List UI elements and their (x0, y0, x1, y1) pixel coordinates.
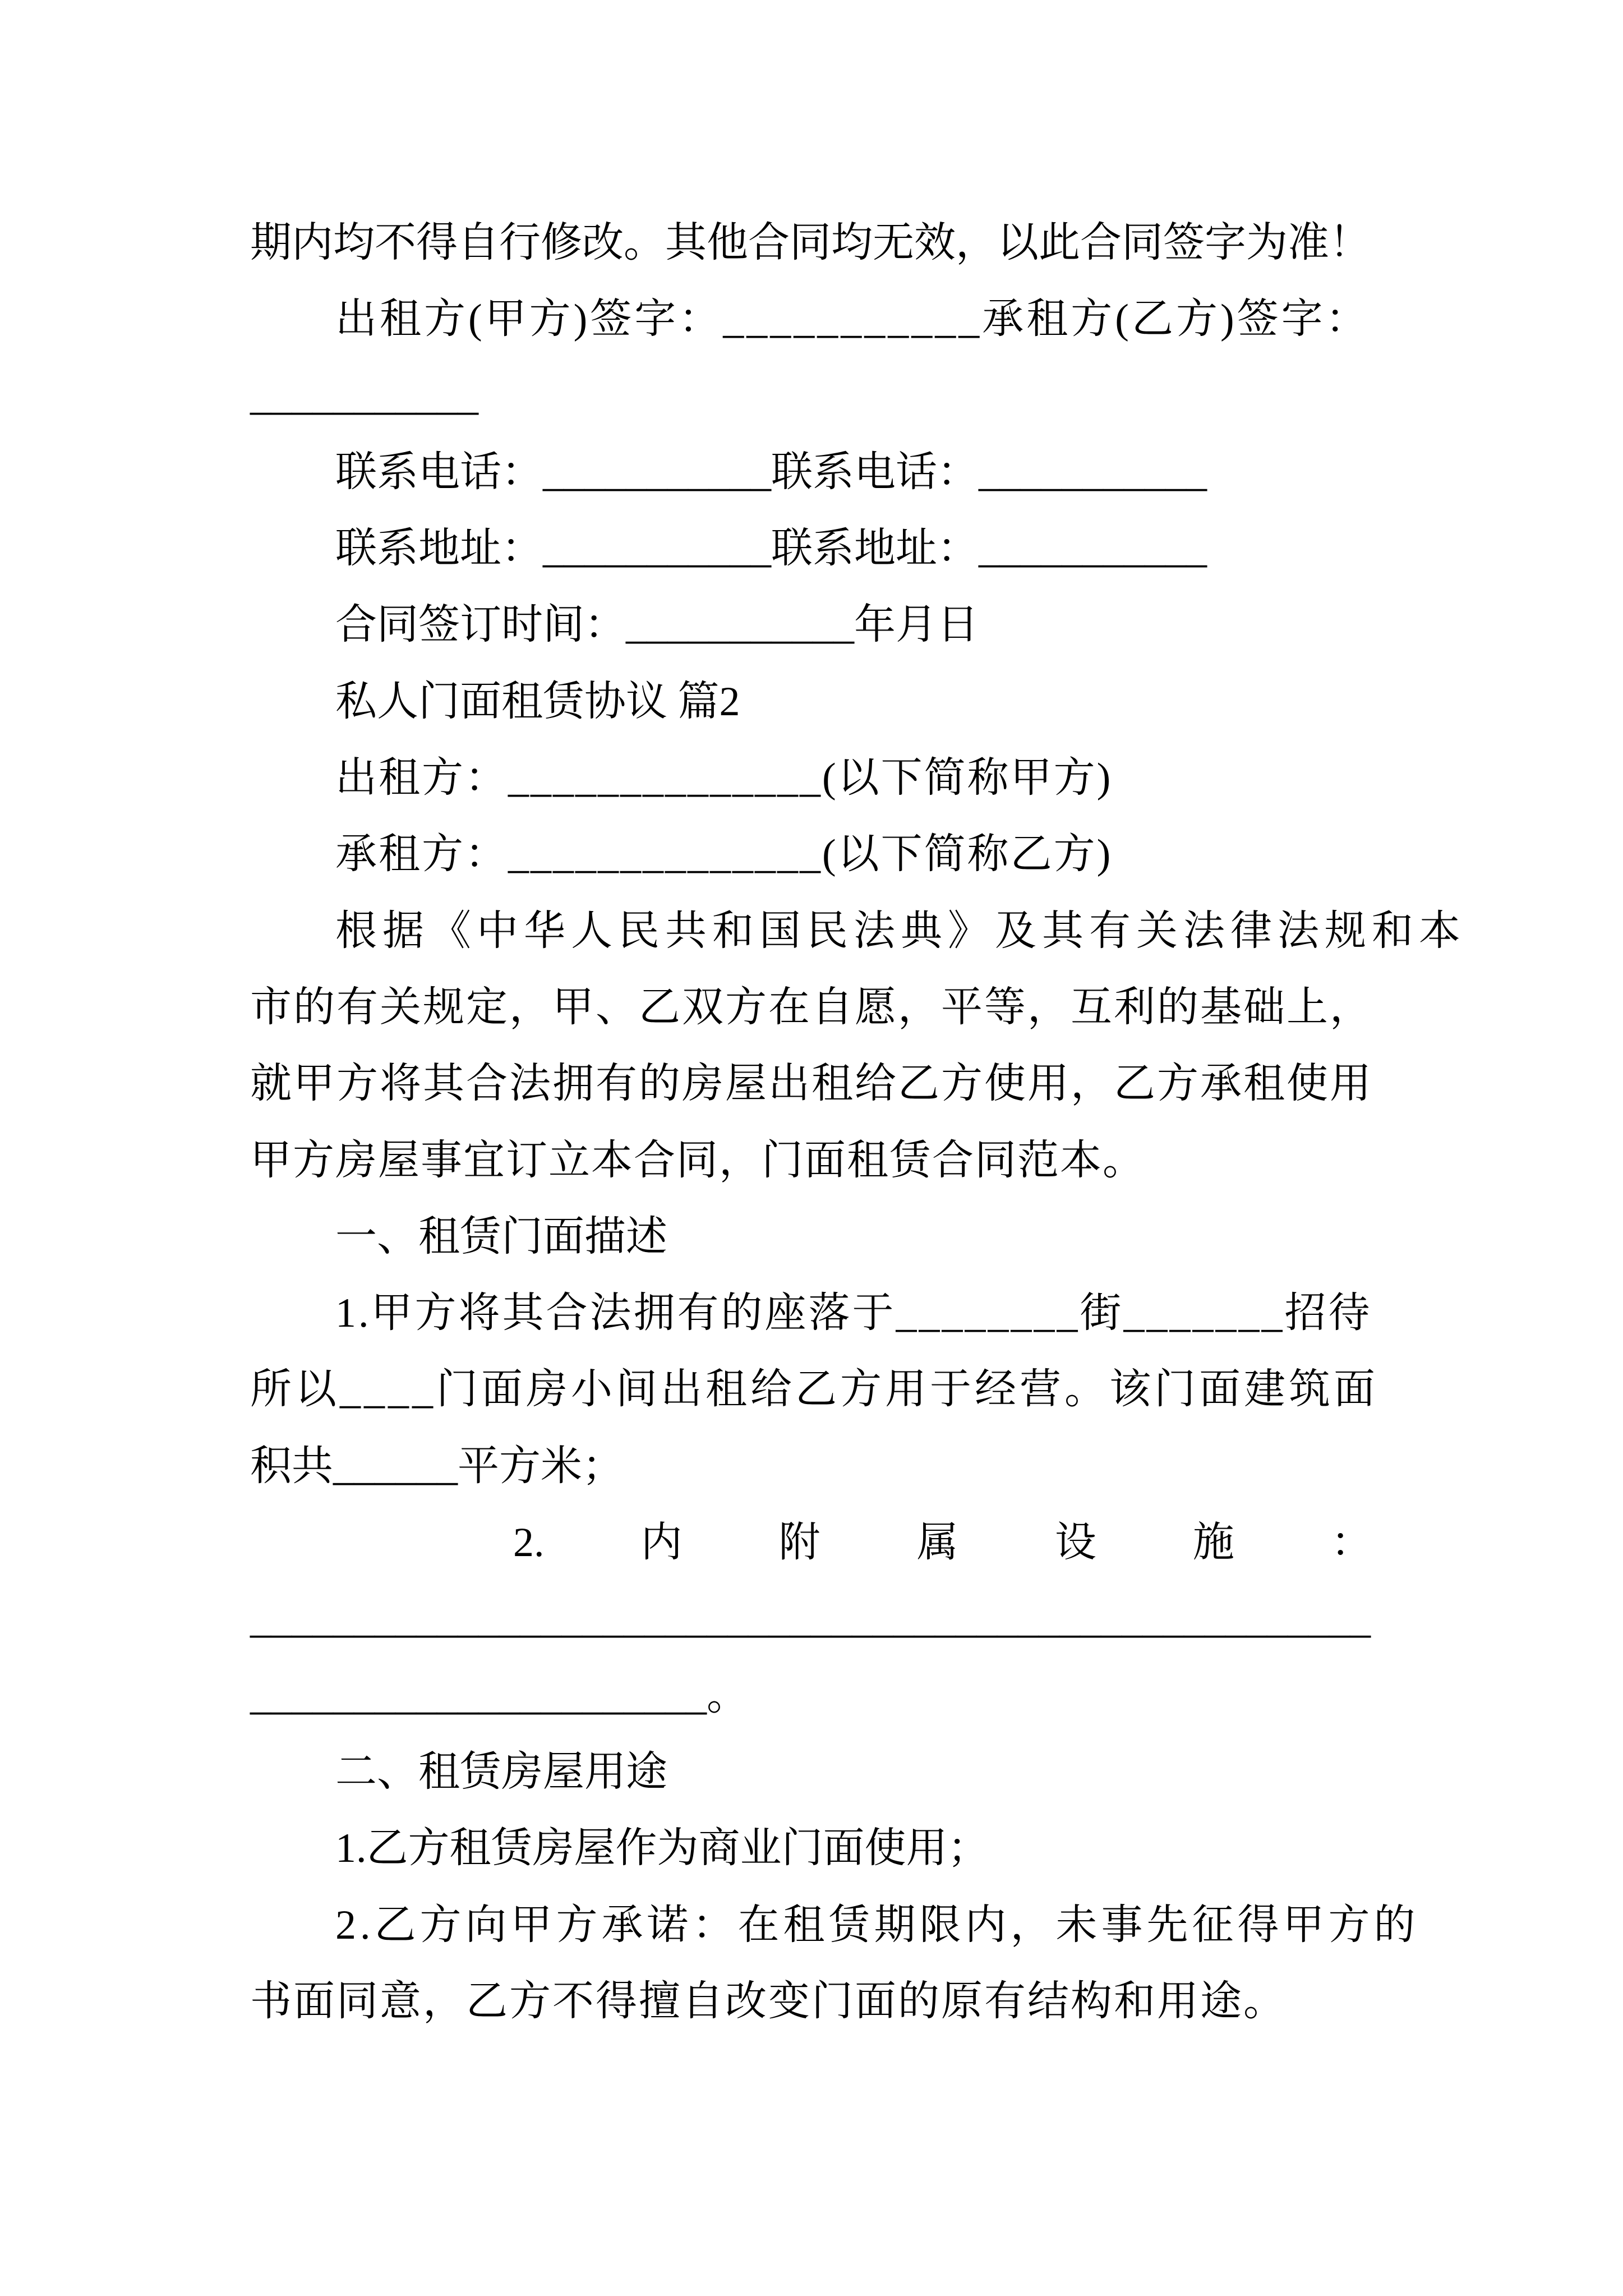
text-segment: 门面房小间出租给乙方用于经营。该门面建筑面 (436, 1366, 1378, 1413)
location-blank: _______ (1123, 1290, 1285, 1337)
lessee-name-blank: ______________ (508, 831, 822, 878)
spread-char: ： (1330, 1520, 1372, 1566)
text-segment: 平方米； (458, 1443, 624, 1489)
spread-char: 附 (778, 1520, 820, 1566)
lessee-signature-label: 承租方(乙方)签字： (982, 296, 1370, 343)
text-segment: 甲方房屋事宜订立本合同，门面租赁合同范本。 (250, 1137, 1145, 1184)
phone-blank: ___________ (979, 449, 1207, 495)
clause-2-2-line-2 (250, 1963, 1377, 2040)
street-blank: ________ (896, 1290, 1080, 1337)
text-segment: 根据《中华人民共和国民法典》及其有关法律法规和本 (335, 908, 1466, 954)
signature-blank: ___________ (250, 372, 478, 419)
text-segment: 书面同意，乙方不得擅自改变门面的原有结构和用途。 (250, 1978, 1287, 2024)
agreement-title: 私人门面租赁协议 篇2 (335, 678, 740, 725)
clause-1-1-line-1 (250, 1275, 1377, 1351)
lessee-row (250, 816, 1377, 892)
date-blank: ___________ (626, 602, 854, 648)
preamble-line-4 (250, 1122, 1377, 1199)
phone-blank: ___________ (543, 449, 771, 495)
facilities-blank-line-long (250, 1581, 1377, 1657)
address-row (250, 510, 1377, 587)
phone-label: 联系电话： (771, 449, 979, 495)
address-blank: ___________ (543, 526, 771, 572)
lessor-signature-label: 出租方(甲方)签字： (335, 296, 723, 343)
preamble-line-1 (250, 893, 1466, 969)
phone-row (250, 434, 1377, 510)
clause-2-2-line-1 (250, 1887, 1419, 1963)
preamble-line-2 (250, 969, 1377, 1046)
clause-1-1-line-2 (250, 1351, 1377, 1428)
spread-char: 内 (640, 1520, 683, 1566)
facilities-blank: ______________________ (250, 1672, 707, 1719)
heading-text: 一、租赁门面描述 (335, 1213, 667, 1260)
spread-char: 施 (1192, 1520, 1234, 1566)
facilities-blank-line-short (250, 1658, 1377, 1734)
signature-blank-line (250, 358, 1377, 434)
spread-char: 设 (1054, 1520, 1096, 1566)
lessee-alias-note: (以下简称乙方) (822, 831, 1113, 878)
text-segment: 市的有关规定，甲、乙双方在自愿，平等，互利的基础上， (250, 984, 1373, 1030)
section-2-heading (250, 1734, 1377, 1810)
lessor-row (250, 740, 1377, 816)
text-segment: 1.甲方将其合法拥有的座落于 (335, 1290, 896, 1337)
spread-text-row (513, 1504, 1372, 1581)
phone-label: 联系电话： (335, 449, 543, 495)
heading-text: 二、租赁房屋用途 (335, 1749, 667, 1795)
text-segment: 2.乙方向甲方承诺：在租赁期限内，未事先征得甲方的 (335, 1902, 1419, 1948)
date-units-label: 年月日 (854, 602, 979, 648)
preamble-line-3 (250, 1046, 1377, 1122)
signature-blank: ___________ (723, 296, 983, 343)
lessee-label: 承租方： (335, 831, 508, 878)
lessor-alias-note: (以下简称甲方) (822, 755, 1113, 802)
area-blank: ______ (333, 1443, 458, 1489)
clause-validity-line (250, 205, 1377, 281)
section-1-heading (250, 1199, 1377, 1275)
signature-row (250, 281, 1377, 357)
clause-1-2-spread-line (250, 1504, 1377, 1581)
text-segment: 街 (1080, 1290, 1124, 1337)
clause-number: 2. (513, 1520, 545, 1566)
text-segment: 所以 (250, 1366, 340, 1413)
text-segment: 1.乙方租赁房屋作为商业门面使用； (335, 1825, 989, 1872)
address-label: 联系地址： (771, 526, 979, 572)
lessor-label: 出租方： (335, 755, 508, 802)
spread-char: 属 (916, 1520, 958, 1566)
period-mark: 。 (707, 1672, 748, 1719)
text-segment: 期内均不得自行修改。其他合同均无效，以此合同签字为准！ (250, 220, 1371, 266)
contract-text-block (250, 205, 1466, 2040)
lessor-name-blank: ______________ (508, 755, 822, 802)
facilities-blank: ______________________________________________________ (250, 1596, 1371, 1642)
text-segment: 积共 (250, 1443, 333, 1489)
address-blank: ___________ (979, 526, 1207, 572)
clause-1-1-line-3 (250, 1428, 1377, 1504)
text-segment: 就甲方将其合法拥有的房屋出租给乙方使用，乙方承租使用 (250, 1061, 1373, 1107)
clause-2-1-line (250, 1810, 1377, 1887)
signing-date-label: 合同签订时间： (335, 602, 626, 648)
signing-date-row (250, 587, 1377, 663)
agreement-title-line (250, 664, 1377, 740)
text-segment: 招待 (1284, 1290, 1372, 1337)
address-label: 联系地址： (335, 526, 543, 572)
room-count-blank: ____ (340, 1366, 436, 1413)
